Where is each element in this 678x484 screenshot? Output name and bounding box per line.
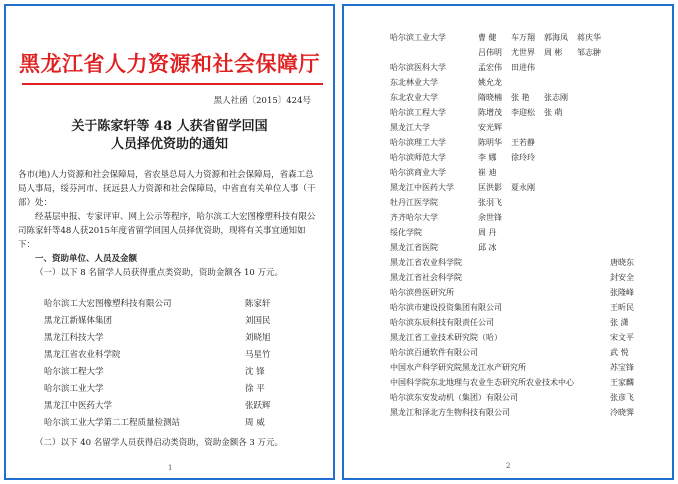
list-item — [390, 240, 666, 255]
recipient-name: 王昕民 — [610, 303, 634, 312]
recipient-names — [478, 165, 511, 180]
page-number: 2 — [506, 462, 511, 470]
recipient-names — [478, 240, 511, 255]
list-item — [44, 296, 321, 313]
list-item — [390, 195, 666, 210]
recipient-names — [610, 315, 643, 330]
recipient-name: 张 艳 — [511, 93, 530, 102]
list-item — [390, 105, 666, 120]
recipient-org: 哈尔滨东辰科技有限责任公司 — [390, 318, 494, 327]
recipient-name: 王家麟 — [610, 378, 634, 387]
recipient-names — [610, 300, 643, 315]
list-item — [390, 285, 666, 300]
recipient-name: 张 潇 — [610, 318, 629, 327]
recipient-name: 宋文平 — [610, 333, 634, 342]
recipient-names — [478, 135, 544, 150]
list-item — [390, 120, 666, 135]
recipient-name: 武 悦 — [610, 348, 629, 357]
list-item — [390, 315, 666, 330]
list-item — [390, 45, 666, 60]
recipient-names — [610, 330, 643, 345]
list-item — [390, 135, 666, 150]
recipient-org: 中国科学院东北地理与农业生态研究所农业技术中心 — [390, 378, 574, 387]
list-item — [44, 347, 321, 364]
recipient-name: 周 彬 — [544, 48, 563, 57]
recipient-name: 隋晓楠 — [478, 93, 502, 102]
recipient-name: 尤世界 — [511, 48, 535, 57]
list-item — [390, 180, 666, 195]
recipient-org: 绥化学院 — [390, 228, 422, 237]
subsection-1-text: （一）以下 8 名留学人员获得重点类资助，资助金额各 10 万元。 — [35, 268, 284, 278]
recipient-org: 黑龙江省社会科学院 — [390, 273, 462, 282]
recipient-org: 黑龙江省工业技术研究院（哈） — [390, 333, 502, 342]
recipient-org: 哈尔滨工程大学 — [44, 367, 104, 377]
recipient-name: 张彦飞 — [610, 393, 634, 402]
letterhead-red-rule — [22, 83, 323, 85]
recipient-name: 封安全 — [610, 273, 634, 282]
recipient-org: 哈尔滨市建设投资集团有限公司 — [390, 303, 502, 312]
page-number: 1 — [168, 464, 173, 472]
recipient-names — [610, 390, 643, 405]
recipient-org: 哈尔滨工大宏图橡塑科技有限公司 — [44, 299, 172, 309]
list-item — [390, 150, 666, 165]
recipient-name: 匡洪影 — [478, 183, 502, 192]
list-item — [390, 210, 666, 225]
list-item — [390, 225, 666, 240]
recipient-names — [478, 210, 511, 225]
recipient-names — [478, 225, 511, 240]
list-item — [390, 375, 666, 390]
key-recipient-list — [44, 296, 321, 432]
recipient-name: 姚允龙 — [478, 78, 502, 87]
recipient-names — [478, 120, 511, 135]
recipient-names — [478, 105, 577, 120]
list-item — [390, 75, 666, 90]
recipient-name: 冷晓霁 — [610, 408, 634, 417]
recipient-name: 刘晓旭 — [245, 333, 271, 343]
recipient-name: 苏宝锋 — [610, 363, 634, 372]
list-item — [44, 398, 321, 415]
subsection-2-text: （二）以下 40 名留学人员获得启动类资助，资助金额各 3 万元。 — [35, 438, 284, 448]
recipient-name: 郭海凤 — [544, 33, 568, 42]
list-item — [390, 255, 666, 270]
startup-recipient-list — [390, 30, 666, 420]
recipient-name: 曹 健 — [478, 33, 497, 42]
recipient-org: 黑龙江和泽北方生物科技有限公司 — [390, 408, 510, 417]
section-1-heading: 一、资助单位、人员及金额 — [35, 254, 138, 264]
recipient-names — [610, 345, 643, 360]
list-item — [390, 60, 666, 75]
recipient-name: 邹志翀 — [577, 48, 601, 57]
recipient-org: 黑龙江中医药大学 — [44, 401, 113, 411]
recipient-name: 马星竹 — [245, 350, 271, 360]
recipient-name: 崔 迪 — [478, 168, 497, 177]
recipient-names — [478, 75, 511, 90]
recipient-name: 吕伟明 — [478, 48, 502, 57]
recipient-name: 刘国民 — [245, 316, 271, 326]
list-item — [390, 30, 666, 45]
list-item — [44, 364, 321, 381]
recipient-org: 牡丹江医学院 — [390, 198, 438, 207]
recipient-org: 哈尔滨商业大学 — [390, 168, 446, 177]
recipient-name: 李 娜 — [478, 153, 497, 162]
recipient-name: 蒋庆华 — [577, 33, 601, 42]
subsection-2 — [18, 436, 321, 450]
recipient-name: 安光辉 — [478, 123, 502, 132]
recipient-names — [478, 150, 544, 165]
recipient-name: 陈家轩 — [245, 299, 271, 309]
recipient-names — [478, 195, 511, 210]
recipient-org: 哈尔滨百通软件有限公司 — [390, 348, 478, 357]
document-page-2 — [342, 4, 674, 480]
recipient-name: 余世锋 — [478, 213, 502, 222]
document-number: 黑人社函〔2015〕424号 — [213, 96, 311, 106]
recipient-name: 邱 冰 — [478, 243, 497, 252]
recipient-name: 张 萌 — [544, 108, 563, 117]
recipient-org: 哈尔滨工业大学 — [390, 33, 446, 42]
list-item — [44, 381, 321, 398]
addressees: 各市(地)人力资源和社会保障局，省农垦总局人力资源和社会保障局，省森工总局人事局，绥芬河市、抚远县人力资源和社会保障局，中省直有关单位人事（干部）处： — [18, 170, 316, 208]
recipient-names — [478, 90, 577, 105]
recipient-name: 孟宏伟 — [478, 63, 502, 72]
recipient-name: 陈明华 — [478, 138, 502, 147]
recipient-name: 李迎松 — [511, 108, 535, 117]
list-item — [44, 415, 321, 432]
recipient-names — [610, 255, 643, 270]
recipient-org: 黑龙江新媒体集团 — [44, 316, 113, 326]
recipient-name: 唐晓东 — [610, 258, 634, 267]
recipient-name: 陈增茂 — [478, 108, 502, 117]
list-item — [390, 165, 666, 180]
recipient-org: 黑龙江科技大学 — [44, 333, 104, 343]
recipient-org: 黑龙江中医药大学 — [390, 183, 454, 192]
recipient-names — [610, 285, 643, 300]
recipient-names — [610, 270, 643, 285]
recipient-org: 黑龙江省医院 — [390, 243, 438, 252]
recipient-names — [478, 180, 544, 195]
letterhead: 黑龙江省人力资源和社会保障厅 — [19, 51, 320, 76]
recipient-org: 哈尔滨医科大学 — [390, 63, 446, 72]
list-item — [44, 313, 321, 330]
intro-paragraph: 经基层申报、专家评审、网上公示等程序，哈尔滨工大宏图橡塑科技有限公司陈家轩等48人获2015年度省留学回国人员择优资助，现将有关事宜通知如下： — [18, 212, 316, 250]
recipient-org: 东北林业大学 — [390, 78, 438, 87]
notice-title-line-1: 关于陈家轩等 48 人获省留学回国 — [71, 119, 268, 134]
list-item — [390, 270, 666, 285]
list-item — [390, 90, 666, 105]
recipient-name: 张羽飞 — [478, 198, 502, 207]
notice-title-line-2: 人员择优资助的通知 — [110, 137, 228, 152]
page-1-paper — [8, 8, 331, 476]
recipient-name: 张隆峰 — [610, 288, 634, 297]
recipient-name: 周 丹 — [478, 228, 497, 237]
recipient-org: 中国水产科学研究院黑龙江水产研究所 — [390, 363, 526, 372]
list-item — [390, 345, 666, 360]
list-item — [44, 330, 321, 347]
recipient-org: 哈尔滨兽医研究所 — [390, 288, 454, 297]
recipient-org: 哈尔滨工业大学 — [44, 384, 104, 394]
recipient-org: 黑龙江省农业科学院 — [44, 350, 121, 360]
recipient-names — [478, 45, 610, 60]
recipient-org: 黑龙江大学 — [390, 123, 430, 132]
recipient-name: 王若静 — [511, 138, 535, 147]
recipient-org: 哈尔滨理工大学 — [390, 138, 446, 147]
recipient-org: 东北农业大学 — [390, 93, 438, 102]
recipient-name: 徐玲玲 — [511, 153, 535, 162]
recipient-org: 哈尔滨工业大学第二工程质量检测站 — [44, 418, 181, 428]
notice-body — [18, 168, 321, 280]
recipient-names — [478, 30, 610, 45]
page-2-paper — [346, 8, 670, 476]
recipient-name: 张志刚 — [544, 93, 568, 102]
recipient-names — [610, 360, 643, 375]
notice-title — [18, 118, 321, 154]
recipient-name: 周 威 — [245, 418, 265, 428]
recipient-org: 哈尔滨师范大学 — [390, 153, 446, 162]
recipient-org: 黑龙江省农业科学院 — [390, 258, 462, 267]
recipient-name: 车万翔 — [511, 33, 535, 42]
recipient-org: 哈尔滨工程大学 — [390, 108, 446, 117]
recipient-org: 齐齐哈尔大学 — [390, 213, 438, 222]
recipient-name: 徐 平 — [245, 384, 265, 394]
recipient-name: 张跃辉 — [245, 401, 271, 411]
recipient-name: 田进伟 — [511, 63, 535, 72]
recipient-names — [478, 60, 544, 75]
document-page-1 — [4, 4, 335, 480]
list-item — [390, 360, 666, 375]
list-item — [390, 330, 666, 345]
recipient-name: 沈 锋 — [245, 367, 265, 377]
recipient-names — [610, 375, 643, 390]
list-item — [390, 405, 666, 420]
recipient-name: 夏永刚 — [511, 183, 535, 192]
list-item — [390, 390, 666, 405]
recipient-names — [610, 405, 643, 420]
recipient-org: 哈尔滨东安发动机（集团）有限公司 — [390, 393, 518, 402]
list-item — [390, 300, 666, 315]
